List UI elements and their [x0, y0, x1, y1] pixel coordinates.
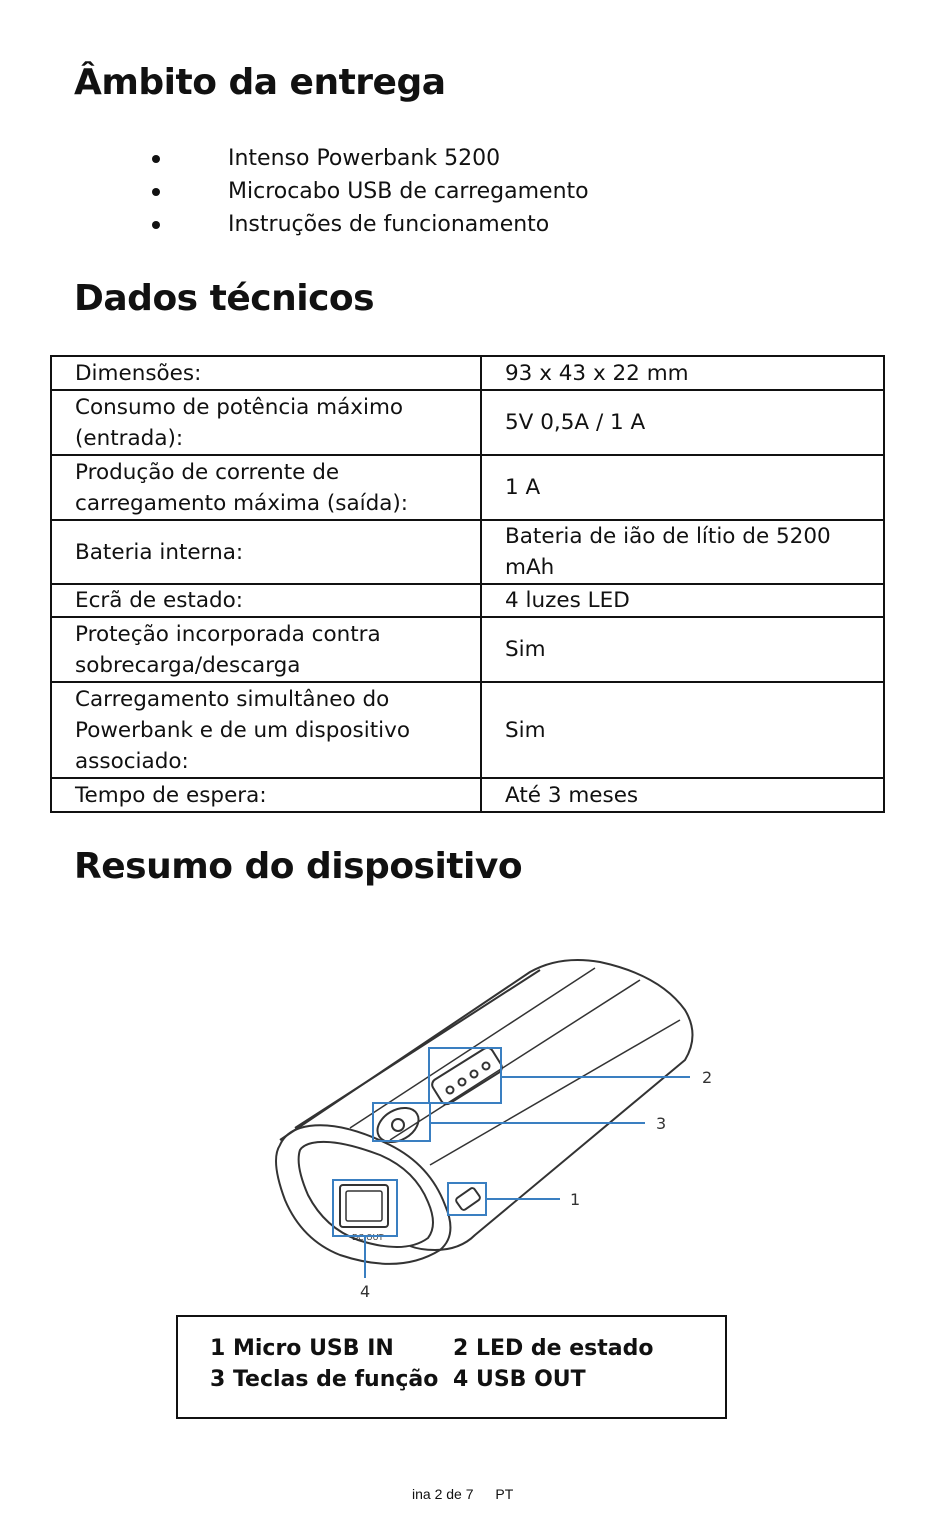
table-row: [51, 584, 884, 617]
list-item: [150, 142, 589, 175]
spec-value: Sim: [481, 617, 884, 682]
spec-label: Ecrã de estado:: [51, 584, 481, 617]
table-row: [51, 356, 884, 390]
spec-value: 4 luzes LED: [481, 584, 884, 617]
list-item: [150, 175, 589, 208]
callout-1: 1: [570, 1190, 581, 1209]
delivery-list: [150, 142, 589, 241]
bullet-icon: [152, 188, 160, 196]
spec-value: 5V 0,5A / 1 A: [481, 390, 884, 455]
port-label: DC OUT: [352, 1233, 384, 1242]
tech-title: Dados técnicos: [74, 278, 375, 319]
table-row: [51, 778, 884, 812]
table-row: [51, 390, 884, 455]
spec-value: 1 A: [481, 455, 884, 520]
spec-table: [50, 355, 885, 813]
page-footer: [412, 1486, 513, 1502]
legend-item-4: 4 USB OUT: [453, 1367, 586, 1392]
spec-label: Consumo de potência máximo (entrada):: [51, 390, 481, 455]
bullet-icon: [152, 221, 160, 229]
table-row: [51, 682, 884, 778]
spec-label: Bateria interna:: [51, 520, 481, 584]
spec-label: Carregamento simultâneo do Powerbank e de um dispositivo associado:: [51, 682, 481, 778]
spec-label: Produção de corrente de carregamento máxima (saída):: [51, 455, 481, 520]
list-item-text: Intenso Powerbank 5200: [228, 146, 501, 171]
callout-2: 2: [702, 1068, 713, 1087]
legend-item-3: 3 Teclas de função: [210, 1367, 439, 1392]
spec-value: Até 3 meses: [481, 778, 884, 812]
table-row: [51, 617, 884, 682]
list-item-text: Microcabo USB de carregamento: [228, 179, 589, 204]
callout-3: 3: [656, 1114, 667, 1133]
overview-title: Resumo do dispositivo: [74, 846, 523, 887]
legend-item-1: 1 Micro USB IN: [210, 1336, 394, 1361]
language-code: PT: [495, 1486, 514, 1502]
spec-value: 93 x 43 x 22 mm: [481, 356, 884, 390]
legend-item-2: 2 LED de estado: [453, 1336, 654, 1361]
page-number: ina 2 de 7: [412, 1486, 474, 1502]
spec-label: Tempo de espera:: [51, 778, 481, 812]
callout-4: 4: [360, 1282, 371, 1301]
list-item: [150, 208, 589, 241]
bullet-icon: [152, 155, 160, 163]
table-row: [51, 455, 884, 520]
legend-box: [176, 1315, 727, 1419]
spec-value: Sim: [481, 682, 884, 778]
delivery-title: Âmbito da entrega: [74, 62, 446, 103]
spec-label: Dimensões:: [51, 356, 481, 390]
table-row: [51, 520, 884, 584]
spec-label: Proteção incorporada contra sobrecarga/descarga: [51, 617, 481, 682]
list-item-text: Instruções de funcionamento: [228, 212, 550, 237]
spec-value: Bateria de ião de lítio de 5200 mAh: [481, 520, 884, 584]
powerbank-illustration: [240, 950, 740, 1310]
